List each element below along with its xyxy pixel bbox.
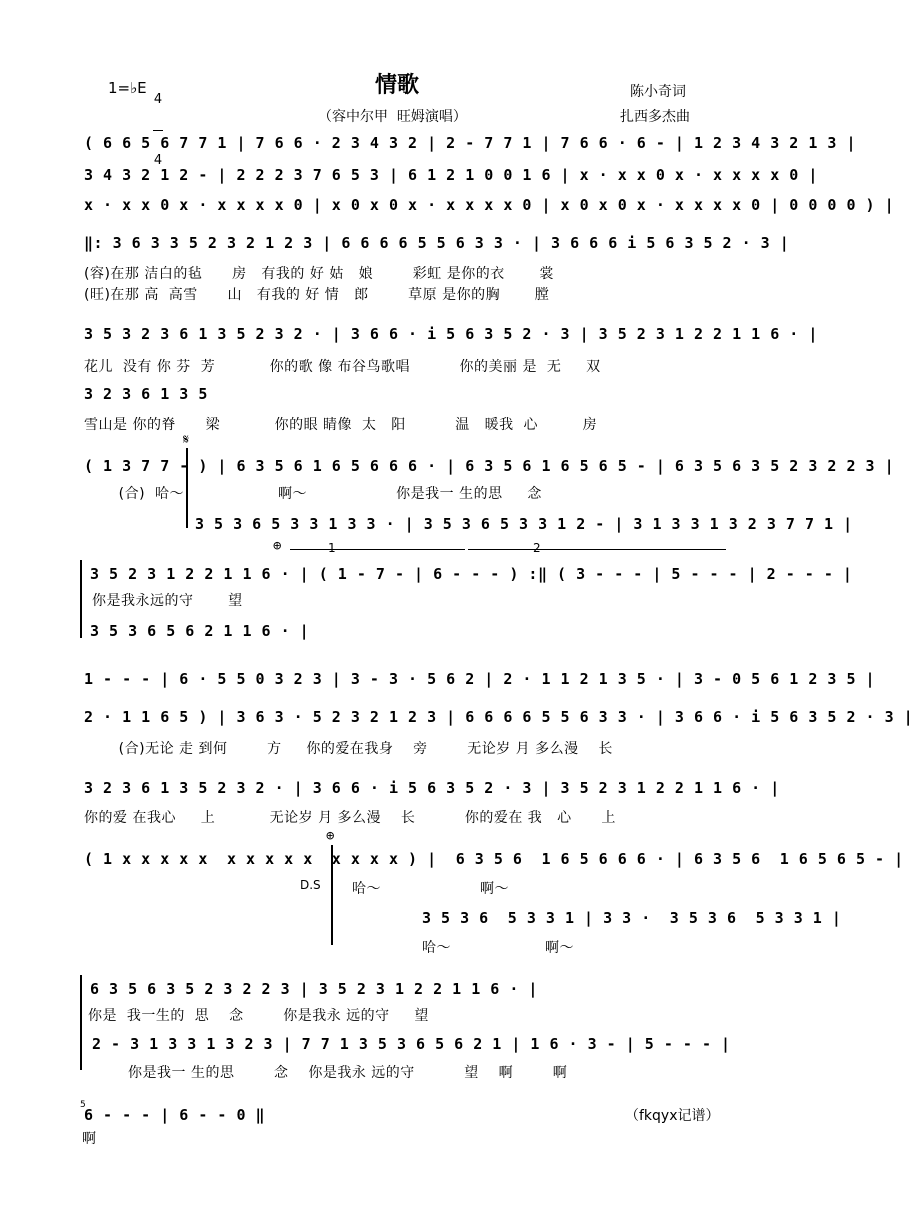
time-signature-top: 4	[153, 92, 163, 107]
lyrics-line: 你是我永远的守 望	[92, 593, 243, 609]
lyrics-line: 哈～ 啊～	[422, 940, 575, 956]
notation-row: 3 4 3 2 1 2 - | 2 2 2 3 7 6 5 3 | 6 1 2 1 0 0 1 6 | x · x x 0 x · x x x x 0 |	[84, 166, 818, 184]
transcriber-credit: （fkqyx记谱）	[625, 1108, 720, 1124]
notation-row: ( 1 x x x x x x x x x x x x x x ) | 6 3 5 6 1 6 5 6 6 6 · | 6 3 5 6 1 6 5 6 5 - |	[84, 850, 904, 868]
song-subtitle: （容中尔甲 旺姆演唱）	[318, 109, 467, 125]
notation-row: ( 6 6 5 6 7 7 1 | 7 6 6 · 2 3 4 3 2 | 2 - 7 7 1 | 7 6 6 · 6 - | 1 2 3 4 3 2 1 3 |	[84, 134, 856, 152]
ds-mark: D.S	[300, 878, 321, 892]
lyrics-line: 哈～ 啊～	[352, 881, 510, 897]
volta-1-label: 1	[328, 541, 336, 555]
composer: 扎西多杰曲	[620, 109, 690, 125]
notation-row: 2 · 1 1 6 5 ) | 3 6 3 · 5 2 3 2 1 2 3 | 6 6 6 6 5 5 6 3 3 · | 3 6 6 · i 5 6 3 5 2 · 3 |	[84, 708, 913, 726]
volta-line-2	[468, 549, 726, 550]
notation-row: 6 3 5 6 3 5 2 3 2 2 3 | 3 5 2 3 1 2 2 1 1 6 · |	[90, 980, 538, 998]
notation-row: 3 2 3 6 1 3 5 2 3 2 · | 3 6 6 · i 5 6 3 5 2 · 3 | 3 5 2 3 1 2 2 1 1 6 · |	[84, 779, 780, 797]
lyricist: 陈小奇词	[630, 84, 686, 100]
lyrics-line: 你是我一 生的思 念 你是我永 远的守 望 啊 啊	[128, 1065, 568, 1081]
coda-sign: ⊕	[326, 828, 335, 844]
notation-row: 1 - - - | 6 · 5 5 0 3 2 3 | 3 - 3 · 5 6 2 | 2 · 1 1 2 1 3 5 · | 3 - 0 5 6 1 2 3 5 |	[84, 670, 876, 688]
time-signature-bottom: 4	[153, 153, 163, 168]
volta-line-1	[290, 549, 465, 550]
notation-row: 3 5 3 6 5 3 3 1 | 3 3 · 3 5 3 6 5 3 3 1 |	[422, 909, 842, 927]
notation-row: 3 2 3 6 1 3 5	[84, 385, 208, 403]
grace-note: 5	[80, 1100, 86, 1110]
notation-row: 3 5 3 6 5 6 2 1 1 6 · |	[90, 622, 310, 640]
lyrics-line: (旺)在那 高 高雪 山 有我的 好 情 郎 草原 是你的胸 膛	[84, 287, 550, 303]
notation-row: x · x x 0 x · x x x x 0 | x 0 x 0 x · x x x x 0 | x 0 x 0 x · x x x x 0 | 0 0 0 0 ) |	[84, 196, 895, 214]
lyrics-line: 花儿 没有 你 芬 芳 你的歌 像 布谷鸟歌唱 你的美丽 是 无 双	[84, 359, 601, 375]
notation-row: 3 5 2 3 1 2 2 1 1 6 · | ( 1 - 7 - | 6 - - - ) :‖ ( 3 - - - | 5 - - - | 2 - - - |	[90, 565, 853, 583]
notation-row: 3 5 3 2 3 6 1 3 5 2 3 2 · | 3 6 6 · i 5 6 3 5 2 · 3 | 3 5 2 3 1 2 2 1 1 6 · |	[84, 325, 818, 343]
lyrics-line: 你的爱 在我心 上 无论岁 月 多么漫 长 你的爱在 我 心 上	[84, 810, 616, 826]
lyrics-line: 啊	[82, 1131, 97, 1147]
key-signature: 1=♭E	[108, 79, 147, 97]
notation-row: ( 1 3 7 7 - ) | 6 3 5 6 1 6 5 6 6 6 · | 6 3 5 6 1 6 5 6 5 - | 6 3 5 6 3 5 2 3 2 2 3 |	[84, 457, 895, 475]
coda-sign: ⊕	[273, 538, 282, 554]
volta-2-label: 2	[533, 541, 541, 555]
lyrics-line: (容)在那 洁白的毡 房 有我的 好 姑 娘 彩虹 是你的衣 裳	[84, 266, 554, 282]
lyrics-line: 雪山是 你的脊 梁 你的眼 睛像 太 阳 温 暖我 心 房	[84, 417, 598, 433]
segno-sign: 𝄋	[183, 432, 190, 448]
song-title: 情歌	[375, 73, 420, 98]
lyrics-line: 你是 我一生的 思 念 你是我永 远的守 望	[88, 1008, 429, 1024]
notation-row: 3 5 3 6 5 3 3 1 3 3 · | 3 5 3 6 5 3 3 1 2 - | 3 1 3 3 1 3 2 3 7 7 1 |	[195, 515, 853, 533]
notation-row: 6 - - - | 6 - - 0 ‖	[84, 1106, 266, 1124]
system-brace	[80, 975, 82, 1070]
notation-row: 2 - 3 1 3 3 1 3 2 3 | 7 7 1 3 5 3 6 5 6 2 1 | 1 6 · 3 - | 5 - - - |	[92, 1035, 731, 1053]
lyrics-line: (合) 哈～ 啊～ 你是我一 生的思 念	[84, 486, 542, 502]
system-brace	[80, 560, 82, 638]
notation-row: ‖: 3 6 3 3 5 2 3 2 1 2 3 | 6 6 6 6 5 5 6 3 3 · | 3 6 6 6 i 5 6 3 5 2 · 3 |	[84, 234, 790, 252]
lyrics-line: (合)无论 走 到何 方 你的爱在我身 旁 无论岁 月 多么漫 长	[84, 741, 613, 757]
time-signature	[153, 70, 163, 179]
